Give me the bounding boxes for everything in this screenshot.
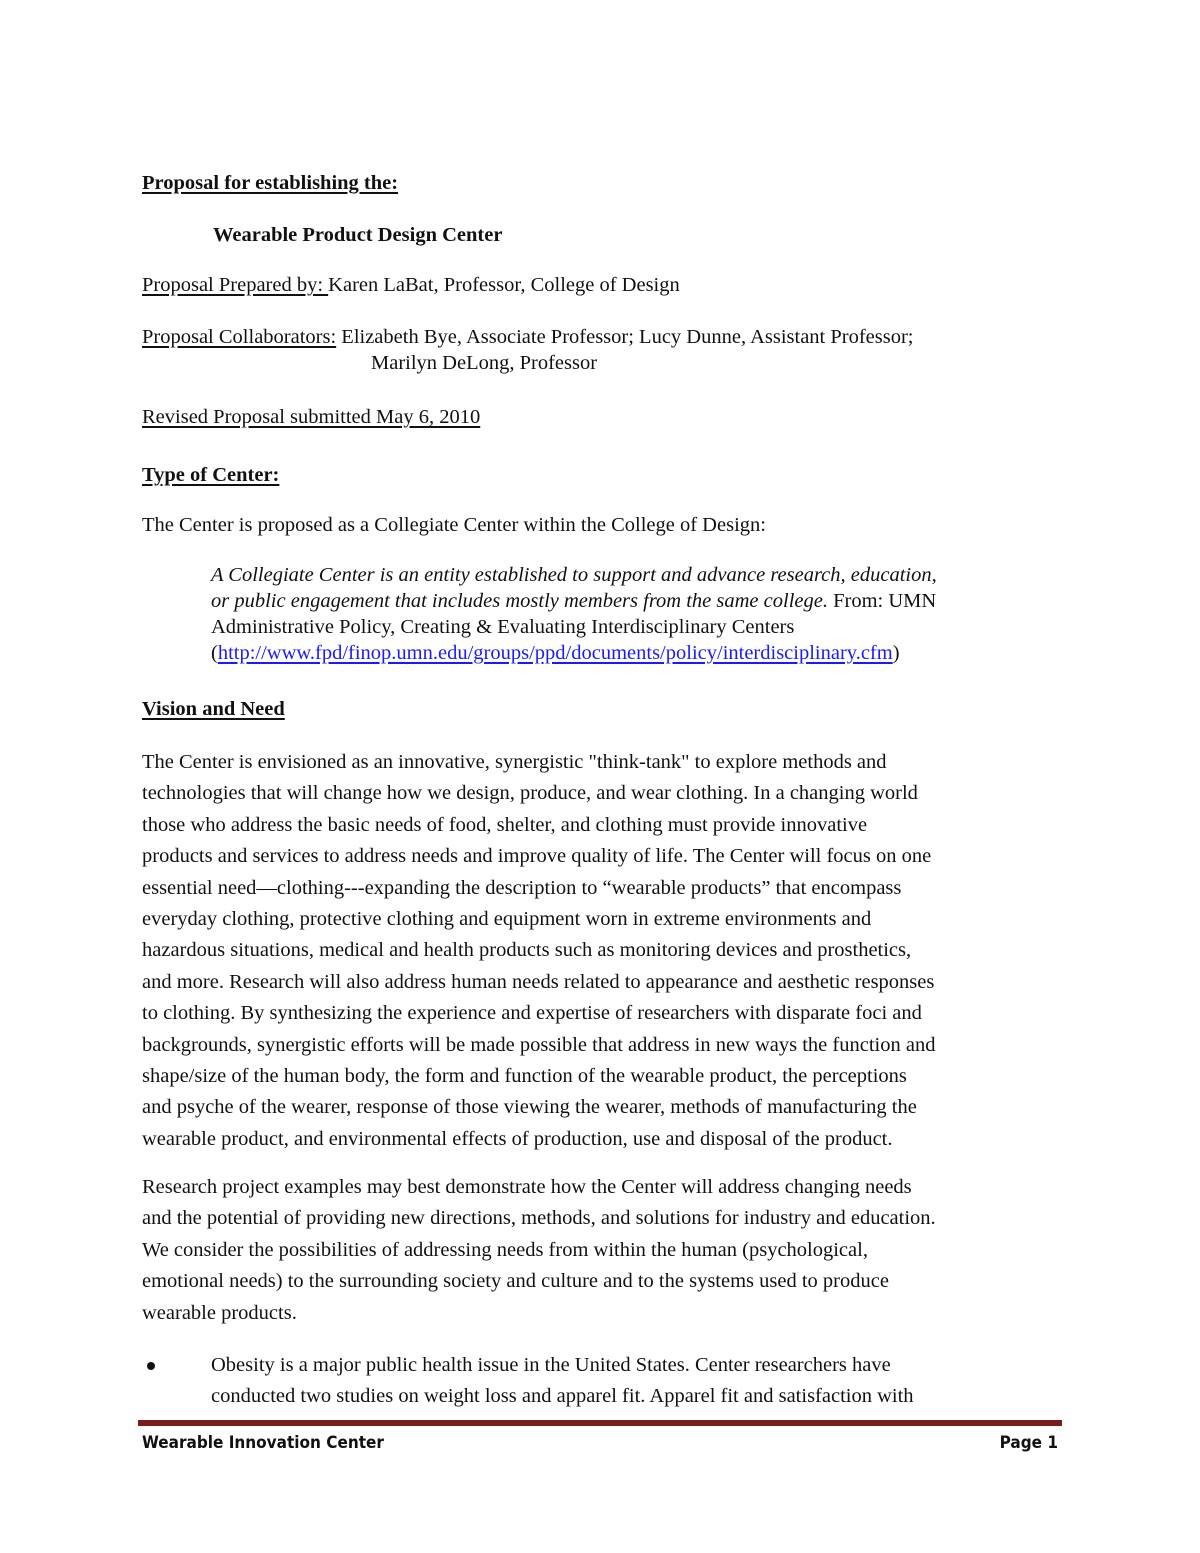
quote-line-2-italic: or public engagement that includes mostly members from the same college. [211,590,828,612]
paragraph-line: emotional needs) to the surrounding society and culture and to the systems used to produce [142,1270,889,1293]
policy-link[interactable]: http://www.fpd/finop.umn.edu/groups/ppd/documents/policy/interdisciplinary.cfm [217,642,893,664]
paragraph-line: everyday clothing, protective clothing and equipment worn in extreme environments and [142,908,872,931]
paragraph-line: those who address the basic needs of food, shelter, and clothing must provide innovative [142,813,868,836]
collaborators-value-line1: Elizabeth Bye, Associate Professor; Lucy Dunne, Assistant Professor; [341,326,914,348]
paragraph-line: We consider the possibilities of addressing needs from within the human (psychological, [142,1238,868,1261]
paragraph-line: shape/size of the human body, the form and function of the wearable product, the perceptions [142,1065,907,1088]
footer-title: Wearable Innovation Center [142,1433,384,1453]
type-of-center-heading: Type of Center: [142,464,280,486]
paragraph-line: hazardous situations, medical and health products such as monitoring devices and prosthetics, [142,939,912,962]
bullet-line: Obesity is a major public health issue in the United States. Center researchers have [211,1354,891,1376]
prepared-by-value: Karen LaBat, Professor, College of Design [328,274,680,296]
quote-line-1: A Collegiate Center is an entity established to support and advance research, education, [211,564,937,586]
quote-line-2 [211,588,1061,614]
collaborators-label: Proposal Collaborators: [142,326,337,348]
paragraph-line: The Center is envisioned as an innovative, synergistic "think-tank" to explore methods and [142,751,887,773]
paragraph-line: essential need—clothing---expanding the description to “wearable products” that encompass [142,876,902,899]
prepared-by-label: Proposal Prepared by: [142,274,329,296]
paragraph-line: to clothing. By synthesizing the experience and expertise of researchers with disparate foci and [142,1002,922,1025]
prepared-by-line [142,274,680,297]
vision-heading: Vision and Need [142,698,285,720]
paragraph-line: and the potential of providing new directions, methods, and solutions for industry and education. [142,1207,936,1230]
paragraph-line: wearable product, and environmental effects of production, use and disposal of the product. [142,1127,893,1150]
vision-paragraph-1 [142,747,1062,1155]
paragraph-line: and more. Research will also address human needs related to appearance and aesthetic responses [142,970,935,993]
footer-rule [138,1420,1062,1426]
bullet-line: conducted two studies on weight loss and apparel fit. Apparel fit and satisfaction with [211,1385,914,1408]
collaborators-value-line2: Marilyn DeLong, Professor [371,352,598,374]
paren-open: ( [211,642,218,664]
page-number: Page 1 [999,1433,1058,1453]
collaborators-line [142,326,914,349]
paragraph-line: Research project examples may best demonstrate how the Center will address changing needs [142,1176,912,1198]
paren-close: ) [892,642,900,664]
vision-paragraph-2 [142,1172,1062,1329]
paragraph-line: products and services to address needs and improve quality of life. The Center will focus on one [142,845,932,868]
quote-line-2-rest: From: UMN [827,590,937,612]
paragraph-line: backgrounds, synergistic efforts will be made possible that address in new ways the function and [142,1033,936,1056]
center-name: Wearable Product Design Center [213,224,503,246]
bullet-icon [147,1362,155,1370]
type-intro: The Center is proposed as a Collegiate Center within the College of Design: [142,514,766,536]
bullet-item-obesity [211,1350,1061,1413]
revised-date: Revised Proposal submitted May 6, 2010 [142,406,481,428]
collegiate-center-quote [211,562,1061,666]
paragraph-line: wearable products. [142,1301,297,1324]
paragraph-line: and psyche of the wearer, response of those viewing the wearer, methods of manufacturing the [142,1096,917,1119]
quote-line-3: Administrative Policy, Creating & Evaluating Interdisciplinary Centers [211,616,795,638]
quote-line-4 [211,640,1061,666]
proposal-title: Proposal for establishing the: [142,172,399,194]
paragraph-line: technologies that will change how we design, produce, and wear clothing. In a changing world [142,782,918,805]
